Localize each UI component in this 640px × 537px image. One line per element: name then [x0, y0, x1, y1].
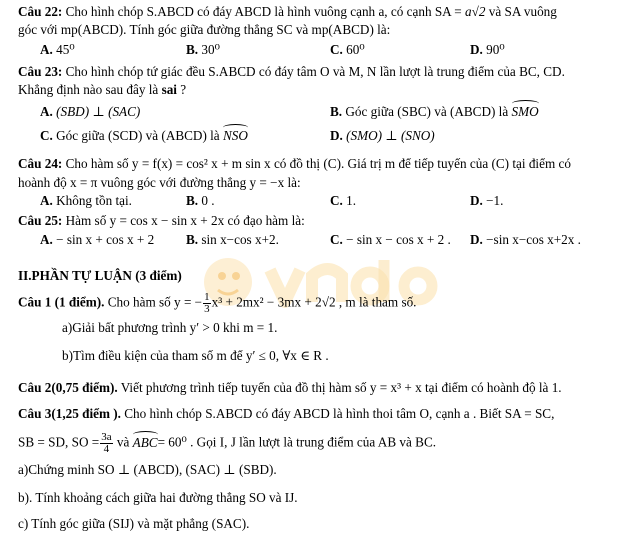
- q24-option-a: A. Không tồn tại.: [40, 193, 132, 208]
- q22-line2: [18, 22, 630, 38]
- q23-option-a: A. (SBD) ⊥ (SAC): [40, 104, 141, 119]
- c1-line1: Câu 1 (1 điểm). Cho hàm số y = − $\frac{1}{3}$ x³ + 2mx² − 3mx + 2√2 , m là tham số.: [18, 291, 417, 315]
- q25-option-c: C. − sin x − cos x + 2 .: [330, 232, 451, 247]
- q23-option-d: D. (SMO) ⊥ (SNO): [330, 128, 435, 143]
- q23-text1: Cho hình chóp tứ giác đều S.ABCD có đáy tâm O và M, N lần lượt là trung điểm của BC, CD.: [65, 64, 565, 79]
- q23-option-b: B. Góc giữa (SBC) và (ABCD) là SMO: [330, 104, 539, 119]
- q25-option-d: D. −sin x−cos x+2x .: [470, 232, 581, 247]
- c1-fraction: $\frac{1}{3}$: [204, 291, 210, 315]
- q22-text2: và SA vuông: [488, 4, 557, 19]
- q23-sai: sai: [161, 82, 177, 97]
- c3-part-a: a)Chứng minh SO ⊥ (ABCD), (SAC) ⊥ (SBD).: [18, 462, 277, 477]
- c1-part-b: b)Tìm điều kiện của tham số m để y′ ≤ 0, ∀x ∈ R .: [62, 348, 329, 363]
- q24-option-d: D. −1.: [470, 193, 504, 208]
- c3-line2: SB = SD, SO = $\frac{3a}{4}$ và ABC= 60⁰ . Gọi I, J lần lượt là trung điểm của AB và BC.: [18, 431, 437, 455]
- c2-line: Câu 2(0,75 điểm). Viết phương trình tiếp tuyến của đồ thị hàm số y = x³ + x tại điểm có hoành độ là 1.: [18, 380, 562, 395]
- q24-text1: Cho hàm số y = f(x) = cos² x + m sin x có đồ thị (C). Giá trị m để tiếp tuyến của (C) tại điểm có: [65, 156, 571, 171]
- q22-option-a: A. 45⁰: [40, 42, 75, 57]
- q24-line1: [18, 156, 630, 172]
- q25-line1: [18, 213, 630, 229]
- q22-text1: Cho hình chóp S.ABCD có đáy ABCD là hình vuông cạnh a, có cạnh SA =: [65, 4, 462, 19]
- q25-option-a: A. − sin x + cos x + 2: [40, 232, 155, 247]
- q23-line1: [18, 64, 630, 80]
- q25-option-b: B. sin x−cos x+2.: [186, 232, 279, 247]
- q24-label: Câu 24:: [18, 156, 63, 171]
- c3-part-b: b). Tính khoảng cách giữa hai đường thẳng SO và IJ.: [18, 490, 298, 505]
- q22-sa: a√2: [465, 4, 486, 19]
- c2-label: Câu 2(0,75 điểm).: [18, 380, 118, 395]
- q22-text3: góc với mp(ABCD). Tính góc giữa đường thẳng SC và mp(ABCD) là:: [18, 22, 391, 37]
- q22-option-b: B. 30⁰: [186, 42, 220, 57]
- c3-part-c: c) Tính góc giữa (SIJ) và mặt phẳng (SAC).: [18, 516, 250, 531]
- q25-label: Câu 25:: [18, 213, 63, 228]
- c3-fraction: $\frac{3a}{4}$: [101, 431, 112, 455]
- q22-option-c: C. 60⁰: [330, 42, 365, 57]
- section-title: II.PHẦN TỰ LUẬN (3 điểm): [18, 268, 182, 283]
- q25-text1: Hàm số y = cos x − sin x + 2x có đạo hàm là:: [65, 213, 305, 228]
- c3-line1: Câu 3(1,25 điểm ). Cho hình chóp S.ABCD có đáy ABCD là hình thoi tâm O, cạnh a . Biết SA = SC,: [18, 406, 555, 421]
- c1-part-a: a)Giải bất phương trình y′ > 0 khi m = 1.: [62, 320, 278, 335]
- q24-text2: hoành độ x = π vuông góc với đường thẳng y = −x là:: [18, 175, 301, 190]
- q24-option-b: B. 0 .: [186, 193, 215, 208]
- q24-line2: [18, 175, 630, 191]
- q23-label: Câu 23:: [18, 64, 63, 79]
- q24-option-c: C. 1.: [330, 193, 357, 208]
- q23-line2: Khẳng định nào sau đây là sai ?: [18, 82, 187, 97]
- q22-option-d: D. 90⁰: [470, 42, 505, 57]
- q22-line1: [18, 4, 630, 20]
- c3-angle: ABC: [132, 434, 158, 450]
- c3-label: Câu 3(1,25 điểm ).: [18, 406, 121, 421]
- q23-option-c: C. Góc giữa (SCD) và (ABCD) là NSO: [40, 128, 248, 143]
- q22-label: Câu 22:: [18, 4, 63, 19]
- c1-label: Câu 1 (1 điểm).: [18, 294, 105, 310]
